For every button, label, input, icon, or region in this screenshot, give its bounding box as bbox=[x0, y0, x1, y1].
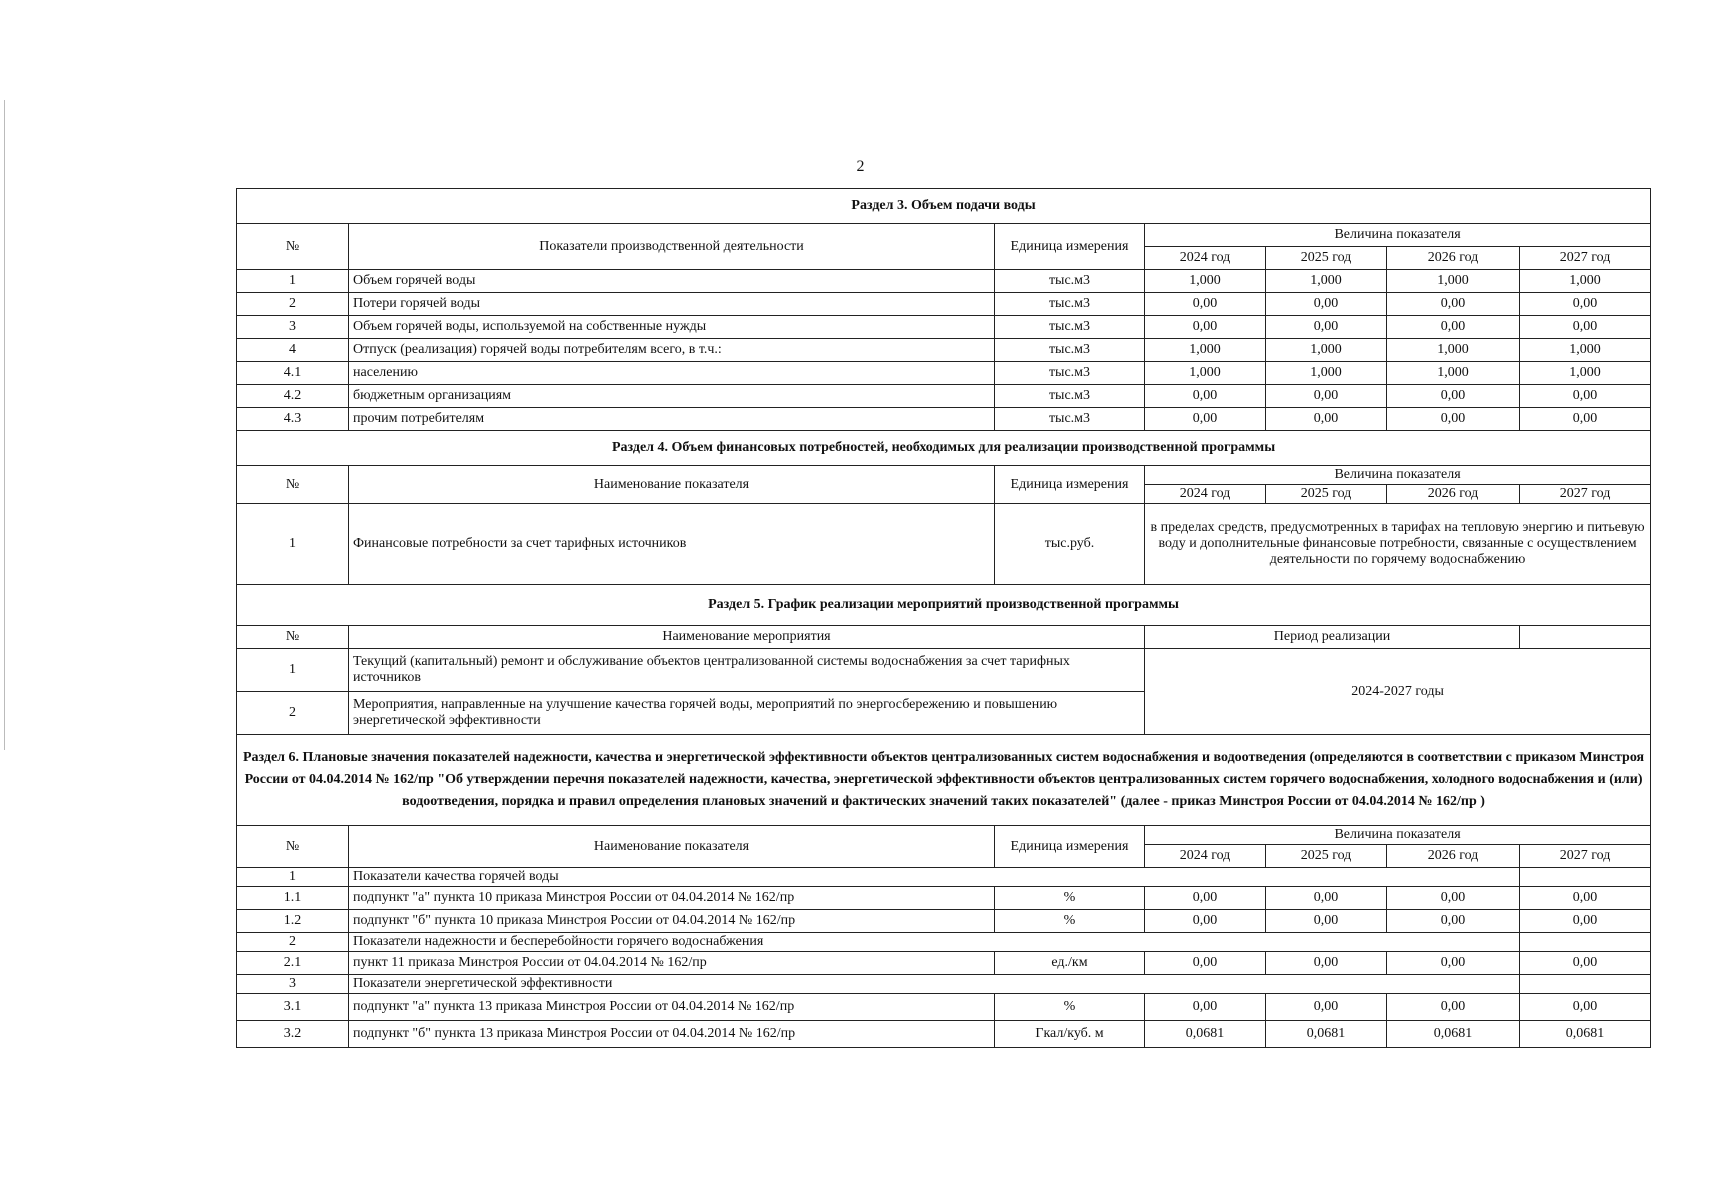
row-value: 0,0681 bbox=[1145, 1021, 1266, 1048]
row-value: 0,00 bbox=[1145, 887, 1266, 910]
section4-header-year: 2027 год bbox=[1520, 485, 1651, 504]
section3-header-indicator: Показатели производственной деятельности bbox=[349, 224, 995, 270]
table-row bbox=[237, 316, 1651, 339]
row-value: 1,000 bbox=[1520, 270, 1651, 293]
row-value: 1,000 bbox=[1387, 362, 1520, 385]
row-value: 1,000 bbox=[1387, 270, 1520, 293]
row-number: 1 bbox=[237, 649, 349, 692]
section3-header-year: 2027 год bbox=[1520, 247, 1651, 270]
row-unit: % bbox=[995, 910, 1145, 933]
row-name: Мероприятия, направленные на улучшение качества горячей воды, мероприятий по энергосбережению и повышению энергетической эффективности bbox=[349, 692, 1145, 735]
table-row bbox=[237, 293, 1651, 316]
section6-header-year: 2027 год bbox=[1520, 845, 1651, 868]
row-value: 0,00 bbox=[1387, 910, 1520, 933]
section3-header-year: 2024 год bbox=[1145, 247, 1266, 270]
row-name: Объем горячей воды bbox=[349, 270, 995, 293]
group-number: 3 bbox=[237, 975, 349, 994]
table-row bbox=[237, 887, 1651, 910]
group-empty-cell bbox=[1520, 933, 1651, 952]
row-number: 2 bbox=[237, 692, 349, 735]
table-row bbox=[237, 385, 1651, 408]
row-name: подпункт "б" пункта 13 приказа Минстроя России от 04.04.2014 № 162/пр bbox=[349, 1021, 995, 1048]
row-value: 0,00 bbox=[1266, 994, 1387, 1021]
row-name: пункт 11 приказа Минстроя России от 04.04.2014 № 162/пр bbox=[349, 952, 995, 975]
section6-header-year: 2025 год bbox=[1266, 845, 1387, 868]
row-value: 0,00 bbox=[1387, 316, 1520, 339]
row-unit: ед./км bbox=[995, 952, 1145, 975]
section6-header-unit: Единица измерения bbox=[995, 826, 1145, 868]
row-value: 0,00 bbox=[1145, 408, 1266, 431]
row-value: 0,00 bbox=[1387, 385, 1520, 408]
row-value: 0,00 bbox=[1387, 408, 1520, 431]
row-value: 0,0681 bbox=[1387, 1021, 1520, 1048]
row-value: 0,00 bbox=[1520, 316, 1651, 339]
row-value: 0,00 bbox=[1145, 910, 1266, 933]
section4-title: Раздел 4. Объем финансовых потребностей, необходимых для реализации производственной программы bbox=[237, 431, 1651, 466]
row-value: 0,00 bbox=[1387, 952, 1520, 975]
row-value: 1,000 bbox=[1145, 270, 1266, 293]
table-row bbox=[237, 504, 1651, 585]
row-value: 0,00 bbox=[1520, 952, 1651, 975]
row-number: 4.3 bbox=[237, 408, 349, 431]
row-unit: тыс.м3 bbox=[995, 408, 1145, 431]
section6-title: Раздел 6. Плановые значения показателей надежности, качества и энергетической эффективности объектов централизованных систем водоснабжения и водоотведения (определяются в соответствии с приказом Минстроя России от 04.04.2014 № 162/пр "Об утверждении перечня показателей надежности, качества, энергетической эффективности объектов централизованных систем горячего водоснабжения, холодного водоснабжения и (или) водоотведения, порядка и правил определения плановых значений и фактических значений таких показателей" (далее - приказ Минстроя России от 04.04.2014 № 162/пр ) bbox=[237, 735, 1651, 826]
section4-header-value: Величина показателя bbox=[1145, 466, 1651, 485]
row-unit: % bbox=[995, 994, 1145, 1021]
section3-header-unit: Единица измерения bbox=[995, 224, 1145, 270]
row-number: 1 bbox=[237, 270, 349, 293]
table-row bbox=[237, 339, 1651, 362]
row-number: 4 bbox=[237, 339, 349, 362]
table-row bbox=[237, 910, 1651, 933]
table-row bbox=[237, 649, 1651, 692]
row-value: 1,000 bbox=[1520, 362, 1651, 385]
table-row bbox=[237, 408, 1651, 431]
implementation-period: 2024-2027 годы bbox=[1145, 649, 1651, 735]
row-value: 1,000 bbox=[1145, 362, 1266, 385]
row-value: 1,000 bbox=[1520, 339, 1651, 362]
group-number: 1 bbox=[237, 868, 349, 887]
row-value: 0,00 bbox=[1266, 316, 1387, 339]
group-empty-cell bbox=[1520, 975, 1651, 994]
section4-header-no: № bbox=[237, 466, 349, 504]
row-value: 0,0681 bbox=[1266, 1021, 1387, 1048]
row-number: 2.1 bbox=[237, 952, 349, 975]
row-value: 0,00 bbox=[1266, 293, 1387, 316]
row-name: бюджетным организациям bbox=[349, 385, 995, 408]
section5-header-period: Период реализации bbox=[1145, 626, 1520, 649]
row-value: 0,00 bbox=[1266, 408, 1387, 431]
row-number: 3 bbox=[237, 316, 349, 339]
row-number: 1 bbox=[237, 504, 349, 585]
row-value: 0,00 bbox=[1520, 910, 1651, 933]
scan-edge-line bbox=[4, 100, 5, 750]
row-value: 0,0681 bbox=[1520, 1021, 1651, 1048]
section3-header-year: 2025 год bbox=[1266, 247, 1387, 270]
row-unit: тыс.м3 bbox=[995, 293, 1145, 316]
row-value: 0,00 bbox=[1145, 952, 1266, 975]
row-value: 0,00 bbox=[1520, 887, 1651, 910]
row-value: 0,00 bbox=[1145, 385, 1266, 408]
row-value: 0,00 bbox=[1145, 994, 1266, 1021]
page-number: 2 bbox=[856, 158, 865, 175]
section3-header-year: 2026 год bbox=[1387, 247, 1520, 270]
section5-header-event: Наименование мероприятия bbox=[349, 626, 1145, 649]
group-empty-cell bbox=[1520, 868, 1651, 887]
section6-header-indicator: Наименование показателя bbox=[349, 826, 995, 868]
row-value: 0,00 bbox=[1266, 385, 1387, 408]
section5-header-empty bbox=[1520, 626, 1651, 649]
row-unit: тыс.м3 bbox=[995, 362, 1145, 385]
row-name: Отпуск (реализация) горячей воды потребителям всего, в т.ч.: bbox=[349, 339, 995, 362]
section4-header-year: 2025 год bbox=[1266, 485, 1387, 504]
section3-header-value: Величина показателя bbox=[1145, 224, 1651, 247]
section4-header-year: 2026 год bbox=[1387, 485, 1520, 504]
row-number: 2 bbox=[237, 293, 349, 316]
row-name: Текущий (капитальный) ремонт и обслуживание объектов централизованной системы водоснабжения за счет тарифных источников bbox=[349, 649, 1145, 692]
section4-header-year: 2024 год bbox=[1145, 485, 1266, 504]
row-number: 1.2 bbox=[237, 910, 349, 933]
group-number: 2 bbox=[237, 933, 349, 952]
section4-header-unit: Единица измерения bbox=[995, 466, 1145, 504]
section6-header-year: 2024 год bbox=[1145, 845, 1266, 868]
row-number: 3.2 bbox=[237, 1021, 349, 1048]
row-unit: % bbox=[995, 887, 1145, 910]
section5-title: Раздел 5. График реализации мероприятий производственной программы bbox=[237, 585, 1651, 626]
row-value: 0,00 bbox=[1145, 293, 1266, 316]
row-value: 0,00 bbox=[1387, 887, 1520, 910]
table-row bbox=[237, 270, 1651, 293]
section6-header-year: 2026 год bbox=[1387, 845, 1520, 868]
section6-header-no: № bbox=[237, 826, 349, 868]
row-name: подпункт "а" пункта 10 приказа Минстроя России от 04.04.2014 № 162/пр bbox=[349, 887, 995, 910]
row-number: 4.1 bbox=[237, 362, 349, 385]
row-unit: тыс.м3 bbox=[995, 339, 1145, 362]
section3-header-no: № bbox=[237, 224, 349, 270]
row-unit: тыс.руб. bbox=[995, 504, 1145, 585]
group-name: Показатели энергетической эффективности bbox=[349, 975, 1520, 994]
row-value: 1,000 bbox=[1387, 339, 1520, 362]
group-row bbox=[237, 868, 1651, 887]
row-unit: тыс.м3 bbox=[995, 316, 1145, 339]
row-name: подпункт "б" пункта 10 приказа Минстроя России от 04.04.2014 № 162/пр bbox=[349, 910, 995, 933]
section5-header-no: № bbox=[237, 626, 349, 649]
table-row bbox=[237, 1021, 1651, 1048]
row-value: 0,00 bbox=[1520, 994, 1651, 1021]
row-value: 0,00 bbox=[1387, 994, 1520, 1021]
table-row bbox=[237, 952, 1651, 975]
production-program-table bbox=[236, 188, 1651, 1048]
section4-header-indicator: Наименование показателя bbox=[349, 466, 995, 504]
group-name: Показатели качества горячей воды bbox=[349, 868, 1520, 887]
row-value: 0,00 bbox=[1387, 293, 1520, 316]
row-name: прочим потребителям bbox=[349, 408, 995, 431]
row-number: 1.1 bbox=[237, 887, 349, 910]
row-value: 0,00 bbox=[1145, 316, 1266, 339]
financial-needs-note: в пределах средств, предусмотренных в тарифах на тепловую энергию и питьевую воду и дополнительные финансовые потребности, связанные с осуществлением деятельности по горячему водоснабжению bbox=[1145, 504, 1651, 585]
row-name: Финансовые потребности за счет тарифных источников bbox=[349, 504, 995, 585]
section3-title: Раздел 3. Объем подачи воды bbox=[237, 189, 1651, 224]
row-name: Объем горячей воды, используемой на собственные нужды bbox=[349, 316, 995, 339]
section6-header-value: Величина показателя bbox=[1145, 826, 1651, 845]
row-name: населению bbox=[349, 362, 995, 385]
table-row bbox=[237, 362, 1651, 385]
group-name: Показатели надежности и бесперебойности горячего водоснабжения bbox=[349, 933, 1520, 952]
table-row bbox=[237, 994, 1651, 1021]
row-value: 1,000 bbox=[1266, 339, 1387, 362]
row-name: Потери горячей воды bbox=[349, 293, 995, 316]
row-value: 1,000 bbox=[1266, 362, 1387, 385]
row-name: подпункт "а" пункта 13 приказа Минстроя России от 04.04.2014 № 162/пр bbox=[349, 994, 995, 1021]
row-value: 0,00 bbox=[1266, 887, 1387, 910]
row-value: 0,00 bbox=[1520, 293, 1651, 316]
row-unit: Гкал/куб. м bbox=[995, 1021, 1145, 1048]
row-number: 4.2 bbox=[237, 385, 349, 408]
group-row bbox=[237, 933, 1651, 952]
row-unit: тыс.м3 bbox=[995, 385, 1145, 408]
row-value: 1,000 bbox=[1145, 339, 1266, 362]
row-value: 1,000 bbox=[1266, 270, 1387, 293]
row-value: 0,00 bbox=[1266, 952, 1387, 975]
row-value: 0,00 bbox=[1520, 385, 1651, 408]
group-row bbox=[237, 975, 1651, 994]
row-value: 0,00 bbox=[1266, 910, 1387, 933]
row-unit: тыс.м3 bbox=[995, 270, 1145, 293]
row-number: 3.1 bbox=[237, 994, 349, 1021]
row-value: 0,00 bbox=[1520, 408, 1651, 431]
